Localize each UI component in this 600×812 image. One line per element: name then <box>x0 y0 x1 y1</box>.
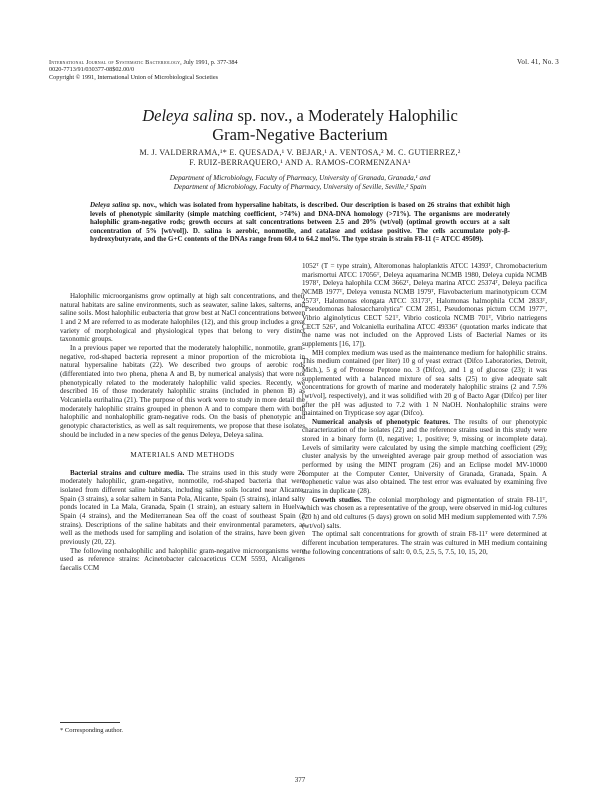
left-column <box>60 292 305 573</box>
intro-paragraph-2: In a previous paper we reported that the moderately halophilic, nonmotile, gram-negative, rod-shaped bacteria represent a minor proportion of the microbiota in natural hypersaline habitats (22). We described two groups of aerobic rods (differentiated into two phena, phena A and B, by numerical analysis) that were not phenotypically related to the moderately halophilic valid species. Recently, we described 16 of those moderately halophilic strains (included in phenon B) as Volcaniella eurihalina (21). The purpose of this work were to study in more detail the moderately halophilic strains grouped in phenon A and to compare them with both halophilic and nonhalophilic gram-negative rods. On the basis of phenotypic and genotypic characteristics, as well as salt requirements, we propose that these isolates should be included in a new species of the genus Deleya, Deleya salina. <box>60 343 305 439</box>
affiliations <box>0 174 600 192</box>
reference-strains-continued: 1052ᵀ (T = type strain), Alteromonas haloplanktis ATCC 14393ᵀ, Chromobacterium marismortui ATCC 17056ᵀ, Deleya aquamarina NCMB 1980, Deleya cupida NCMB 1978ᵀ, Deleya halophila CCM 3662ᵀ, Deleya marina ATCC 25374ᵀ, Deleya pacifica NCMB 1977ᵀ, Deleya venusta NCMB 1979ᵀ, Flavobacterium marinotypicum CCM 2573ᵀ, Halomonas elongata ATCC 33173ᵀ, Halomonas halmophila CCM 2833ᵀ, "Pseudomonas halosaccharolytica" CCM 2851, Pseudomonas pictum CCM 1977ᵀ, Vibrio alginolyticus CECT 521ᵀ, Vibrio costicola NCMB 701ᵀ, Vibrio natriegens CECT 526ᵀ, and Volcaniella eurihalina ATCC 49336ᵀ (quotation marks indicate that the name was not included on the Approved Lists of Bacterial Names or its supplements [16, 17]). <box>302 262 547 348</box>
numerical-subheading: Numerical analysis of phenotypic features. <box>312 417 450 426</box>
strains-paragraph: The strains used in this study were 26 moderately halophilic, gram-negative, nonmotile, rod-shaped bacteria that were isolated from different saline habitats, including saline soils located near Alicante, Spain (3 strains), a solar saltern in Santa Pola, Alicante, Spain (5 strains), inland salty ponds located in La Mala, Granada, Spain (1 strain), an estuary saltern in Huelva, Spain (4 strains), and the Mediterranean Sea off the coast of southeast Spain (3 strains). Descriptions of the saline habitats and their environmental parameters, as well as the methods used for sampling and isolation of the strains, have been given previously (20, 22). <box>60 468 305 547</box>
abstract-species: Deleya salina <box>90 201 130 209</box>
medium-paragraph: MH complex medium was used as the maintenance medium for halophilic strains. This medium contained (per liter) 10 g of yeast extract (Difco Laboratories, Detroit, Mich.), 5 g of Proteose Peptone no. 3 (Difco), and 1 g of glucose (23); it was supplemented with a balanced mixture of sea salts (25) to give adequate salt concentrations for growth of marine and moderately halophilic strains (2 and 7.5% [wt/vol], respectively), and it was solidified with 20 g of Bacto Agar (Difco) per liter after the pH was adjusted to 7.2 with 1 N NaOH. Nonhalophilic strains were maintained on Trypticase soy agar (Difco). <box>302 348 547 418</box>
issn-line: 0020-7713/91/030377-08$02.00/0 <box>49 66 135 74</box>
affiliation-line1: Department of Microbiology, Faculty of Pharmacy, University of Granada, Granada,¹ and <box>169 174 431 182</box>
issue-date: July 1991, p. 377-384 <box>183 59 238 66</box>
author-list <box>0 148 600 168</box>
volume-number: Vol. 41, No. 3 <box>517 58 559 66</box>
title-species: Deleya salina <box>142 106 234 125</box>
article-title <box>0 106 600 144</box>
intro-paragraph-1: Halophilic microorganisms grow optimally at high salt concentrations, and their natural habitats are saline environments, such as seawater, saline lakes, salterns, and saline soils. Most halophilic eubacteria that grow best at NaCl concentrations between 1 and 2 M are referred to as moderate halophiles (12), and this group includes a great variety of morphological and physiological types that belong to very distinct taxonomic groups. <box>60 292 305 344</box>
copyright-line: Copyright © 1991, International Union of Microbiological Societies <box>49 73 218 81</box>
section-heading: MATERIALS AND METHODS <box>130 451 235 460</box>
numerical-paragraph: The results of our phenotypic characterization of the isolates (22) and the reference strains used in this study were stored in a binary form (0, negative; 1, positive; 9, missing or incomplete data). Levels of similarity were calculated by using the simple matching coefficient (29); cluster analysis by the unweighted average pair group method of association was performed by using the MINT program (26) and an Eclipse model MV-10000 computer at the Computer Center, University of Granada, Granada, Spain. A cophenetic value was also obtained. The test error was evaluated by examining five strains in duplicate (28). <box>302 417 547 496</box>
page-number: 377 <box>294 776 306 784</box>
growth-paragraph: The colonial morphology and pigmentation of strain F8-11ᵀ, which was chosen as a representative of the group, were observed in mid-log cultures (20 h) and old cultures (5 days) grown on solid MH medium supplemented with 7.5% (wt/vol) salts. <box>302 495 547 530</box>
strains-subheading: Bacterial strains and culture media. <box>70 468 185 477</box>
journal-name: International Journal of Systematic Bacteriology, <box>49 59 182 66</box>
title-line1: sp. nov., a Moderately Halophilic <box>233 106 458 125</box>
abstract-text: sp. nov., which was isolated from hypersaline habitats, is described. Our description is based on 26 strains that exhibit high levels of phenotypic similarity (simple matching coefficient, >74%) and DNA-DNA homology (>71%). The organisms are moderately halophilic gram-negative rods; growth occurs at salt concentrations between 2.5 and 20% (wt/vol) (optimal growth occurs at a salt concentration of 5% [wt/vol]). D. salina is aerobic, nonmotile, and catalase and oxidase positive. The cells accumulate poly-β-hydroxybutyrate, and the G+C contents of the DNAs range from 60.4 to 64.2 mol%. The type strain is strain F8-11 (= ATCC 49509). <box>90 201 510 244</box>
title-line2: Gram-Negative Bacterium <box>212 125 388 144</box>
authors-line1: M. J. VALDERRAMA,¹* E. QUESADA,¹ V. BEJAR,¹ A. VENTOSA,² M. C. GUTIERREZ,² <box>139 148 461 157</box>
right-column <box>302 262 547 556</box>
footnote-rule <box>60 722 120 723</box>
salt-paragraph: The optimal salt concentrations for growth of strain F8-11ᵀ were determined at different incubation temperatures. The strain was cultured in MH medium containing the following concentrations of salt: 0, 0.5, 2.5, 5, 7.5, 10, 15, 20, <box>302 530 547 556</box>
reference-strains-paragraph: The following nonhalophilic and halophilic gram-negative microorganisms were used as reference strains: Acinetobacter calcoaceticus CCM 5593, Alcaligenes faecalis CCM <box>60 546 305 573</box>
footnote-text: * Corresponding author. <box>60 727 124 734</box>
abstract <box>90 201 510 244</box>
growth-subheading: Growth studies. <box>312 495 362 504</box>
authors-line2: F. RUIZ-BERRAQUERO,¹ AND A. RAMOS-CORMENZANA¹ <box>189 158 411 167</box>
affiliation-line2: Department of Microbiology, Faculty of Pharmacy, University of Seville, Seville,² Spain <box>173 183 427 191</box>
footnote <box>60 722 305 735</box>
running-header <box>49 59 559 81</box>
